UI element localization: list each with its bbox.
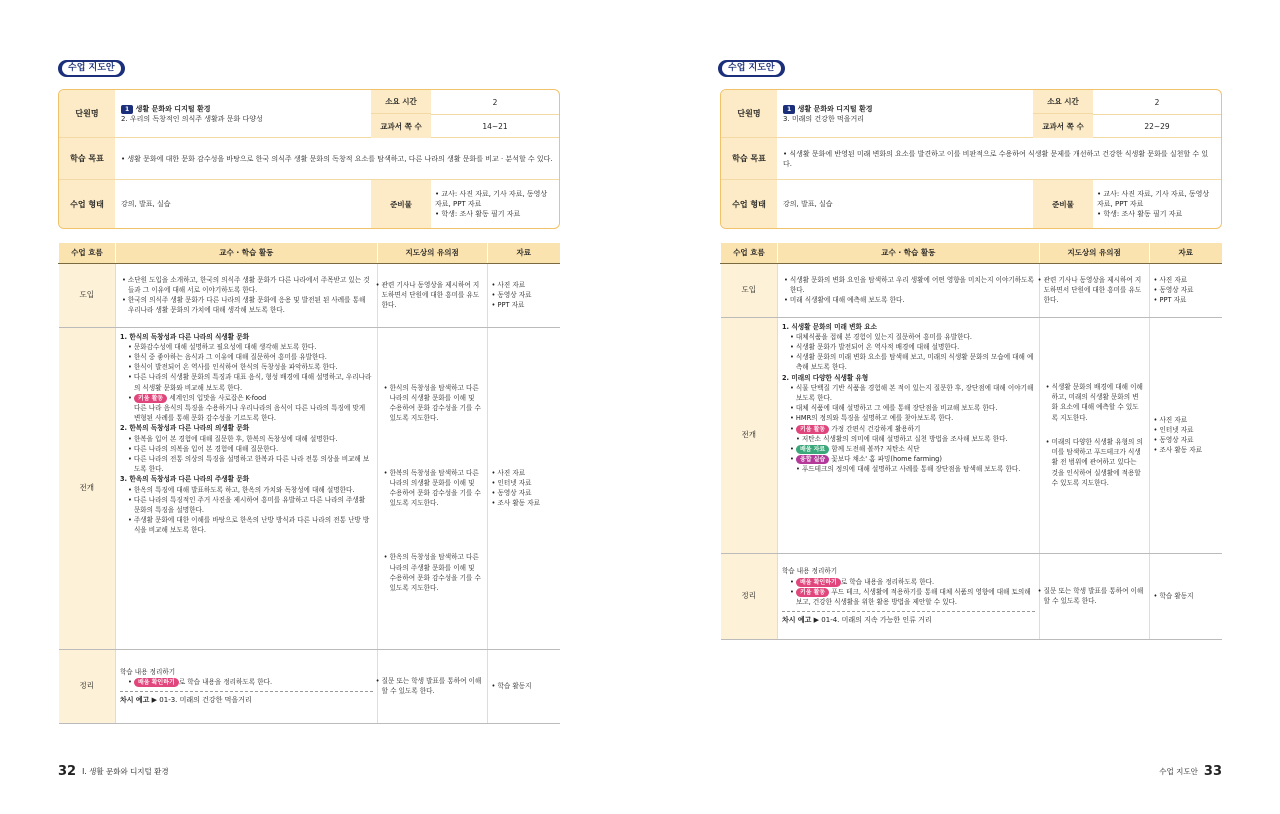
prep-label: 준비물 — [371, 180, 431, 228]
page-label: 교과서 쪽 수 — [1033, 114, 1093, 138]
page-footer — [58, 764, 169, 779]
page-section-title: I. 생활 문화와 디지털 환경 — [82, 767, 169, 776]
table-row: 도입 • 소단원 도입을 소개하고, 한국의 의식주 생활 문화가 다른 나라에서 주목받고 있는 것들과 그 이유에 대해 서로 이야기하도록 한다. • 한국의 의식주 생활 문화가 다른 나라의 생활 문화에 응용 및 발전된 된 사례를 통해 우리나라 생활 문화의 가치에 대해 생각해 보도록 한다. • 관련 기사나 동영상을 제시하여 지도하면서 단원에 대한 흥미를 유도한다. • 사진 자료 • 동영상 자료 • PPT 자료 — [59, 263, 561, 327]
page-number: 32 — [58, 764, 77, 779]
form-label: 수업 형태 — [59, 180, 115, 228]
page-footer — [1159, 764, 1222, 779]
table-row: 정리 학습 내용 정리하기 • 배움 확인하기 로 학습 내용을 정리하도록 한다. • 키움 활동 푸드 테크, 식생활에 적용하기를 통해 대체 식품의 영향에 대해 토의해 보고, 건강한 식생활을 위한 활용 방법을 제안할 수 있다. 차시 예고 ▶ 01-4. 미래의 지속 가능한 인류 거리 • 질문 또는 학생 발표를 통하여 이해할 수 있도록 한다. • 학습 활동지 — [721, 553, 1223, 639]
time-label: 소요 시간 — [371, 90, 431, 114]
next-lesson-notice: 차시 예고 ▶ 01-3. 미래의 건강한 먹을거리 — [120, 691, 373, 705]
time-value: 2 — [492, 97, 498, 107]
unit-row — [721, 90, 1221, 138]
unit-title: 1 생활 문화와 디지털 환경 — [783, 104, 1031, 114]
lesson-table — [720, 243, 1222, 640]
form-row — [59, 180, 559, 228]
time-value: 2 — [1154, 97, 1160, 107]
unit-title: 1 생활 문화와 디지털 환경 — [121, 104, 369, 114]
lesson-plan-badge: 수업 지도안 — [58, 60, 125, 77]
lesson-table — [58, 243, 560, 724]
prep-label: 준비물 — [1033, 180, 1093, 228]
goal-row — [721, 138, 1221, 180]
table-header: 수업 흐름 교수 · 학습 활동 지도상의 유의점 자료 — [59, 243, 561, 263]
goal-label: 학습 목표 — [59, 138, 115, 179]
unit-label: 단원명 — [59, 90, 115, 137]
time-label: 소요 시간 — [1033, 90, 1093, 114]
prep-items: • 교사: 사진 자료, 기사 자료, 동영상 자료, PPT 자료 • 학생: 조사 활동 필기 자료 — [435, 190, 548, 218]
unit-subtitle: 3. 미래의 건강한 먹을거리 — [783, 114, 864, 123]
table-row: 전개 1. 한식의 독창성과 다른 나라의 식생활 문화 • 문화감수성에 대해 설명하고 필요성에 대해 생각해 보도록 한다. • 한식 중 좋아하는 음식과 그 이유에 대해 질문하여 흥미를 유발한다. • 한식이 발전되어 온 역사를 인식하여 한식의 독창성을 파악하도록 한다. • 다른 나라의 식생활 문화의 특징과 대표 음식, 형성 배경에 대해 설명하고, 우리나라의 식생활 문화와 비교해 보도록 한다. • 키움 활동 세계인의 입맛을 사로잡은 K-food 다른 나라 음식의 특징을 수용하거나 우리나라의 음식이 다른 나라의 특징에 맞게 변형된 사례를 통해 문화 감수성을 기르도록 한다. 2. 한복의 독창성과 다른 나라의 의생활 문화 • 한복을 입어 본 경험에 대해 질문한 후, 한복의 독창성에 대해 설명한다. • 다른 나라의 의복을 입어 본 경험에 대해 질문한다. • 다른 나라의 전통 의상의 특징을 설명하고 한복과 다른 나라 전통 의상을 비교해 보도록 한다. 3. 한옥의 독창성과 다른 나라의 주생활 문화 • 한옥의 특징에 대해 발표하도록 하고, 한옥의 가치와 독창성에 대해 설명한다. • 다른 나라의 특징적인 주거 사진을 제시하여 흥미를 유발하고 다른 나라의 주생활 문화의 특징을 설명한다. • 주생활 문화에 대한 이해를 바탕으로 한옥의 난방 방식과 다른 나라의 전통 난방 방식을 비교해 보도록 한다. • 한식의 독창성을 탐색하고 다른 나라의 식생활 문화를 이해 및 수용하여 문화 감수성을 기를 수 있도록 지도한다. • 한복의 독창성을 탐색하고 다른 나라의 의생활 문화를 이해 및 수용하여 문화 감수성을 기를 수 있도록 지도한다. • 한옥의 독창성을 탐색하고 다른 나라의 주생활 문화를 이해 및 수용하여 문화 감수성을 기를 수 있도록 지도한다. • 사진 자료 • 인터넷 자료 • 동영상 자료 • 조사 활동 자료 — [59, 327, 561, 649]
prep-items: • 교사: 사진 자료, 기사 자료, 동영상 자료, PPT 자료 • 학생: 조사 활동 필기 자료 — [1097, 190, 1210, 218]
page-number: 33 — [1203, 764, 1222, 779]
page-section-title: 수업 지도안 — [1159, 767, 1198, 776]
goal-text: • 생활 문화에 대한 문화 감수성을 바탕으로 한국 의식주 생활 문화의 독창적 요소를 탐색하고, 다른 나라의 생활 문화를 비교 · 분석할 수 있다. — [121, 154, 553, 163]
unit-subtitle: 2. 우리의 독창적인 의식주 생활과 문화 다양성 — [121, 114, 263, 123]
lesson-plan-badge: 수업 지도안 — [718, 60, 785, 77]
page-value: 14~21 — [431, 114, 559, 138]
unit-label: 단원명 — [721, 90, 777, 137]
table-header: 수업 흐름 교수 · 학습 활동 지도상의 유의점 자료 — [721, 243, 1223, 263]
form-text: 강의, 발표, 실습 — [121, 200, 171, 208]
unit-info-box — [58, 89, 560, 229]
goal-row — [59, 138, 559, 180]
page-label: 교과서 쪽 수 — [371, 114, 431, 138]
page-value: 22~29 — [1093, 114, 1221, 138]
form-text: 강의, 발표, 실습 — [783, 200, 833, 208]
next-lesson-notice: 차시 예고 ▶ 01-4. 미래의 지속 가능한 인류 거리 — [782, 611, 1035, 625]
table-row: 전개 1. 식생활 문화의 미래 변화 요소 • 대체식품을 접해 본 경험이 있는지 질문하여 흥미를 유발한다. • 식생활 문화가 발전되어 온 역사적 배경에 대해 설명한다. • 식생활 문화의 미래 변화 요소를 탐색해 보고, 미래의 식생활 문화의 모습에 대해 예측해 보도록 한다. 2. 미래의 다양한 식생활 유형 • 식물 단백질 기반 식품을 경험해 본 적이 있는지 질문한 후, 장단점에 대해 이야기해 보도록 한다. • 대체 식품에 대해 설명하고 그 예를 통해 장단점을 비교해 보도록 한다. • HMR의 정의와 특징을 설명하고 예를 찾아보도록 한다. • 키움 활동 가정 간편식 건강하게 활용하기 • 저탄소 식생활의 의미에 대해 설명하고 실천 방법을 조사해 보도록 한다. • 배움 자료 함께 도전해 볼까? 저탄소 식단 • 융합 실습 꽃보다 채소' 홈 파밍(home farming) • 푸드테크의 정의에 대해 설명하고 사례를 통해 장단점을 탐색해 보도록 한다. • 식생활 문화의 배경에 대해 이해하고, 미래의 식생활 문화의 변화 요소에 대해 예측할 수 있도록 지도한다. • 미래의 다양한 식생활 유형의 의미를 탐색하고 푸드테크가 식생활 전 범위에 관여하고 있다는 것을 인식하여 실생활에 적용할 수 있도록 지도한다. • 사진 자료 • 인터넷 자료 • 동영상 자료 • 조사 활동 자료 — [721, 317, 1223, 553]
goal-label: 학습 목표 — [721, 138, 777, 179]
table-row: 정리 학습 내용 정리하기 • 배움 확인하기 로 학습 내용을 정리하도록 한다. 차시 예고 ▶ 01-3. 미래의 건강한 먹을거리 • 질문 또는 학생 발표를 통하여 이해할 수 있도록 한다. • 학습 활동지 — [59, 649, 561, 723]
table-row: 도입 • 식생활 문화의 변화 요인을 탐색하고 우리 생활에 어떤 영향을 미치는지 이야기하도록 한다. • 미래 식생활에 대해 예측해 보도록 한다. • 관련 기사나 동영상을 제시하여 지도하면서 단원에 대한 흥미를 유도한다. • 사진 자료 • 동영상 자료 • PPT 자료 — [721, 263, 1223, 317]
unit-info-box — [720, 89, 1222, 229]
goal-text: • 식생활 문화에 반영된 미래 변화의 요소를 발견하고 이를 비판적으로 수용하여 식생활 문제를 개선하고 건강한 식생활 문화를 실천할 수 있다. — [783, 149, 1209, 168]
form-label: 수업 형태 — [721, 180, 777, 228]
unit-row — [59, 90, 559, 138]
form-row — [721, 180, 1221, 228]
